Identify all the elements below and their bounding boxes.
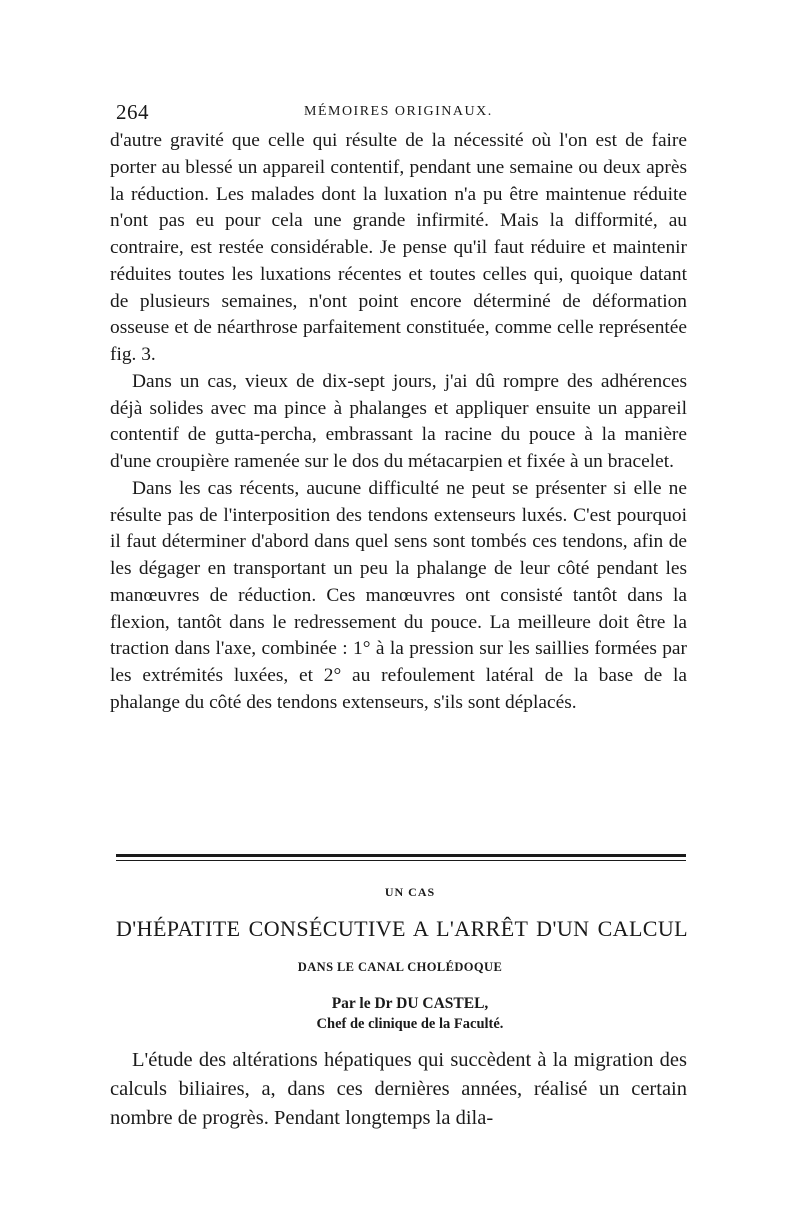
paragraph-2: Dans un cas, vieux de dix-sept jours, j'ai dû rompre des adhérences déjà solides avec ma pince à phalanges et appliquer ensuite un appareil contentif de gutta-percha, embrassant la racine du pouce à la manière d'une croupière ramenée sur le dos du métacarpien et fixée à un bracelet. xyxy=(110,370,687,472)
article-opening-paragraph: L'étude des altérations hépatiques qui succèdent à la migration des calculs biliaires, a, dans ces dernières années, réalisé un certain nombre de progrès. Pendant longtemps la dila- xyxy=(110,1049,687,1129)
paragraph-3: Dans les cas récents, aucune difficulté ne peut se présenter si elle ne résulte pas de l'interposition des tendons extenseurs luxés. C'est pourquoi il faut déterminer d'abord dans quel sens sont tombés ces tendons, afin de les dégager en transportant un peu la phalange de leur côté pendant les manœuvres de réduction. Ces manœuvres ont consisté tantôt dans la flexion, tantôt dans le redressement du pouce. La meilleure doit être la traction dans l'axe, combinée : 1° à la pression sur les saillies formées par les extrémités luxées, et 2° au refoulement latéral de la base de la phalange du côté des tendons extenseurs, s'ils sont déplacés. xyxy=(110,477,687,713)
author-affiliation: Chef de clinique de la Faculté. xyxy=(316,1016,504,1032)
running-title: MÉMOIRES ORIGINAUX. xyxy=(304,104,493,119)
article-kicker: UN CAS xyxy=(384,885,436,899)
paragraph-1: d'autre gravité que celle qui résulte de la nécessité où l'on est de faire porter au blessé un appareil contentif, pendant une semaine ou deux après la réduction. Les malades dont la luxation n'a pu être maintenue réduite n'ont pas eu pour cela une grande infirmité. Mais la difformité, au contraire, est restée considérable. Je pense qu'il faut réduire et maintenir réduites toutes les luxations récentes et toutes celles qui, quoique datant de plusieurs semaines, n'ont point encore déterminé de déformation osseuse et de néarthrose parfaitement constituée, comme celle représentée fig. 3. xyxy=(110,130,687,365)
article-body xyxy=(110,1046,687,1133)
main-text xyxy=(110,128,687,717)
section-rule-thick xyxy=(116,854,686,857)
article-title: D'HÉPATITE CONSÉCUTIVE A L'ARRÊT D'UN CALCUL xyxy=(116,916,688,941)
article-subtitle: DANS LE CANAL CHOLÉDOQUE xyxy=(297,960,503,974)
section-rule-thin xyxy=(116,860,686,861)
page-number: 264 xyxy=(116,100,149,124)
running-head xyxy=(116,100,688,124)
author-byline: Par le Dr DU CASTEL, xyxy=(331,995,489,1012)
